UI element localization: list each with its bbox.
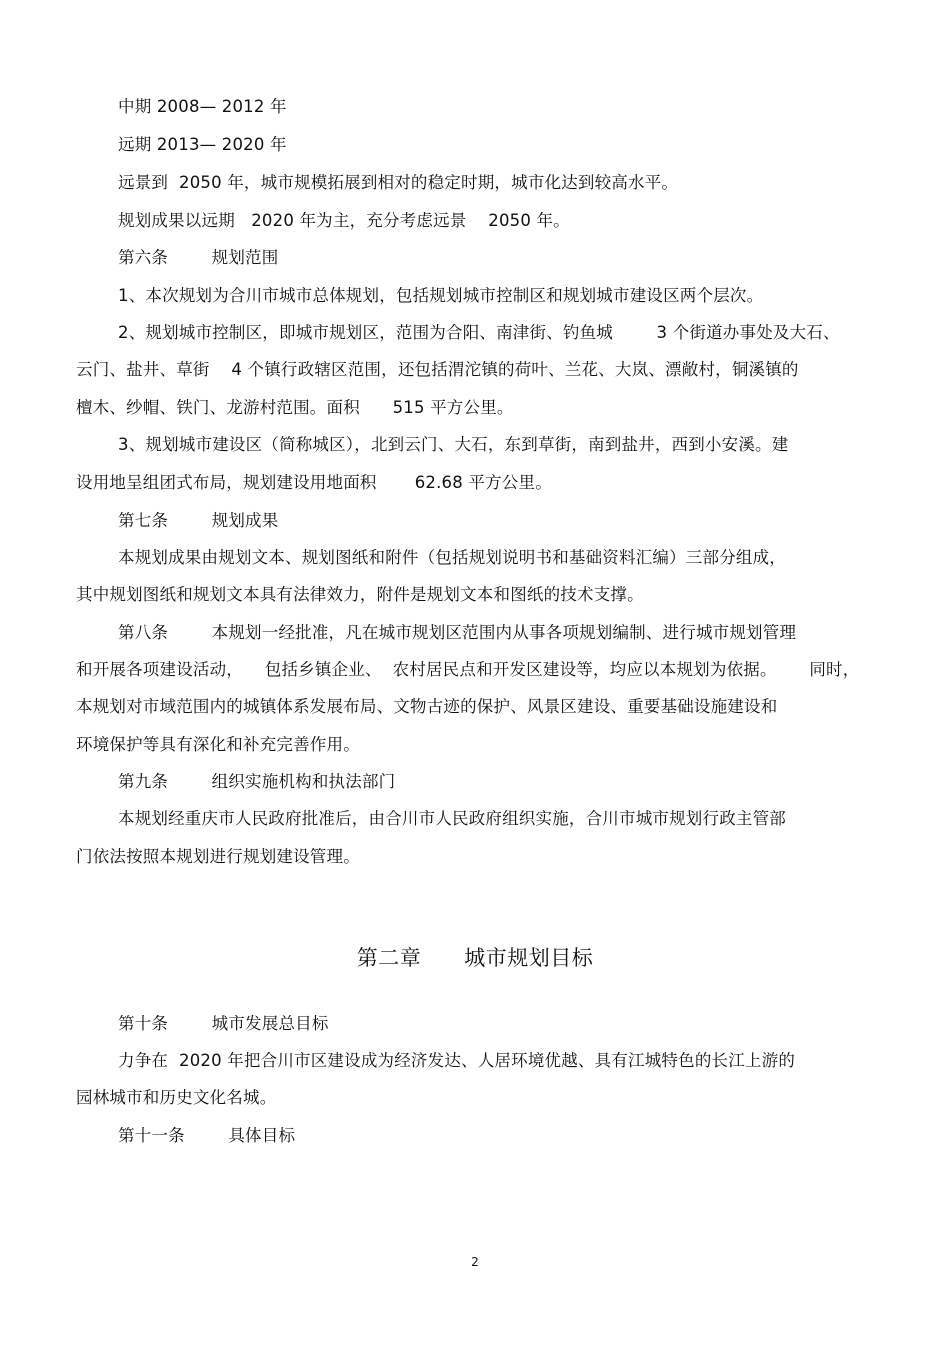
article-10-text-line-2: 园林城市和历史文化名城。: [76, 1088, 277, 1107]
article-6-item-2-line-3: 檀木、纱帽、铁门、龙游村范围。面积 515 平方公里。: [76, 398, 514, 417]
chapter-2-title: 第二章 城市规划目标: [356, 946, 594, 970]
article-8-line-3: 本规划对市域范围内的城镇体系发展布局、文物古迹的保护、风景区建设、重要基础设施建设和: [76, 697, 778, 716]
period-focus: 规划成果以远期 2020 年为主，充分考虑远景 2050 年。: [118, 211, 570, 230]
article-7-heading: 第七条 规划成果: [118, 511, 279, 530]
page-number: 2: [471, 1255, 479, 1269]
period-medium-term: 中期 2008— 2012 年: [118, 97, 287, 116]
article-7-text-line-2: 其中规划图纸和规划文本具有法律效力，附件是规划文本和图纸的技术支撑。: [76, 585, 644, 604]
article-8-line-1: 第八条 本规划一经批准，凡在城市规划区范围内从事各项规划编制、进行城市规划管理: [118, 623, 797, 642]
article-6-item-2-line-1: 2、规划城市控制区，即城市规划区，范围为合阳、南津街、钓鱼城 3 个街道办事处及大石、: [118, 323, 840, 342]
article-11-heading: 第十一条 具体目标: [118, 1126, 296, 1145]
article-8-line-4: 环境保护等具有深化和补充完善作用。: [76, 735, 360, 754]
article-6-item-2-line-2: 云门、盐井、草街 4 个镇行政辖区范围，还包括渭沱镇的荷叶、兰花、大岚、漂敞村，铜溪镇的: [76, 360, 799, 379]
article-9-text-line-1: 本规划经重庆市人民政府批准后，由合川市人民政府组织实施，合川市城市规划行政主管部: [118, 809, 786, 828]
article-6-heading: 第六条 规划范围: [118, 248, 279, 267]
article-8-line-2: 和开展各项建设活动， 包括乡镇企业、 农村居民点和开发区建设等，均应以本规划为依据。 同时，: [76, 660, 860, 679]
article-6-item-1: 1、本次规划为合川市城市总体规划，包括规划城市控制区和规划城市建设区两个层次。: [118, 286, 764, 305]
article-10-heading: 第十条 城市发展总目标: [118, 1014, 329, 1033]
article-10-text-line-1: 力争在 2020 年把合川市区建设成为经济发达、人居环境优越、具有江城特色的长江上游的: [118, 1051, 796, 1070]
period-long-term: 远期 2013— 2020 年: [118, 135, 287, 154]
article-6-item-3-line-2: 设用地呈组团式布局，规划建设用地面积 62.68 平方公里。: [76, 473, 552, 492]
article-9-heading: 第九条 组织实施机构和执法部门: [118, 772, 396, 791]
article-6-item-3-line-1: 3、规划城市建设区（简称城区），北到云门、大石，东到草街，南到盐井，西到小安溪。建: [118, 435, 789, 454]
article-9-text-line-2: 门依法按照本规划进行规划建设管理。: [76, 847, 360, 866]
article-7-text-line-1: 本规划成果由规划文本、规划图纸和附件（包括规划说明书和基础资料汇编）三部分组成，: [118, 548, 786, 567]
period-vision: 远景到 2050 年，城市规模拓展到相对的稳定时期，城市化达到较高水平。: [118, 173, 679, 192]
